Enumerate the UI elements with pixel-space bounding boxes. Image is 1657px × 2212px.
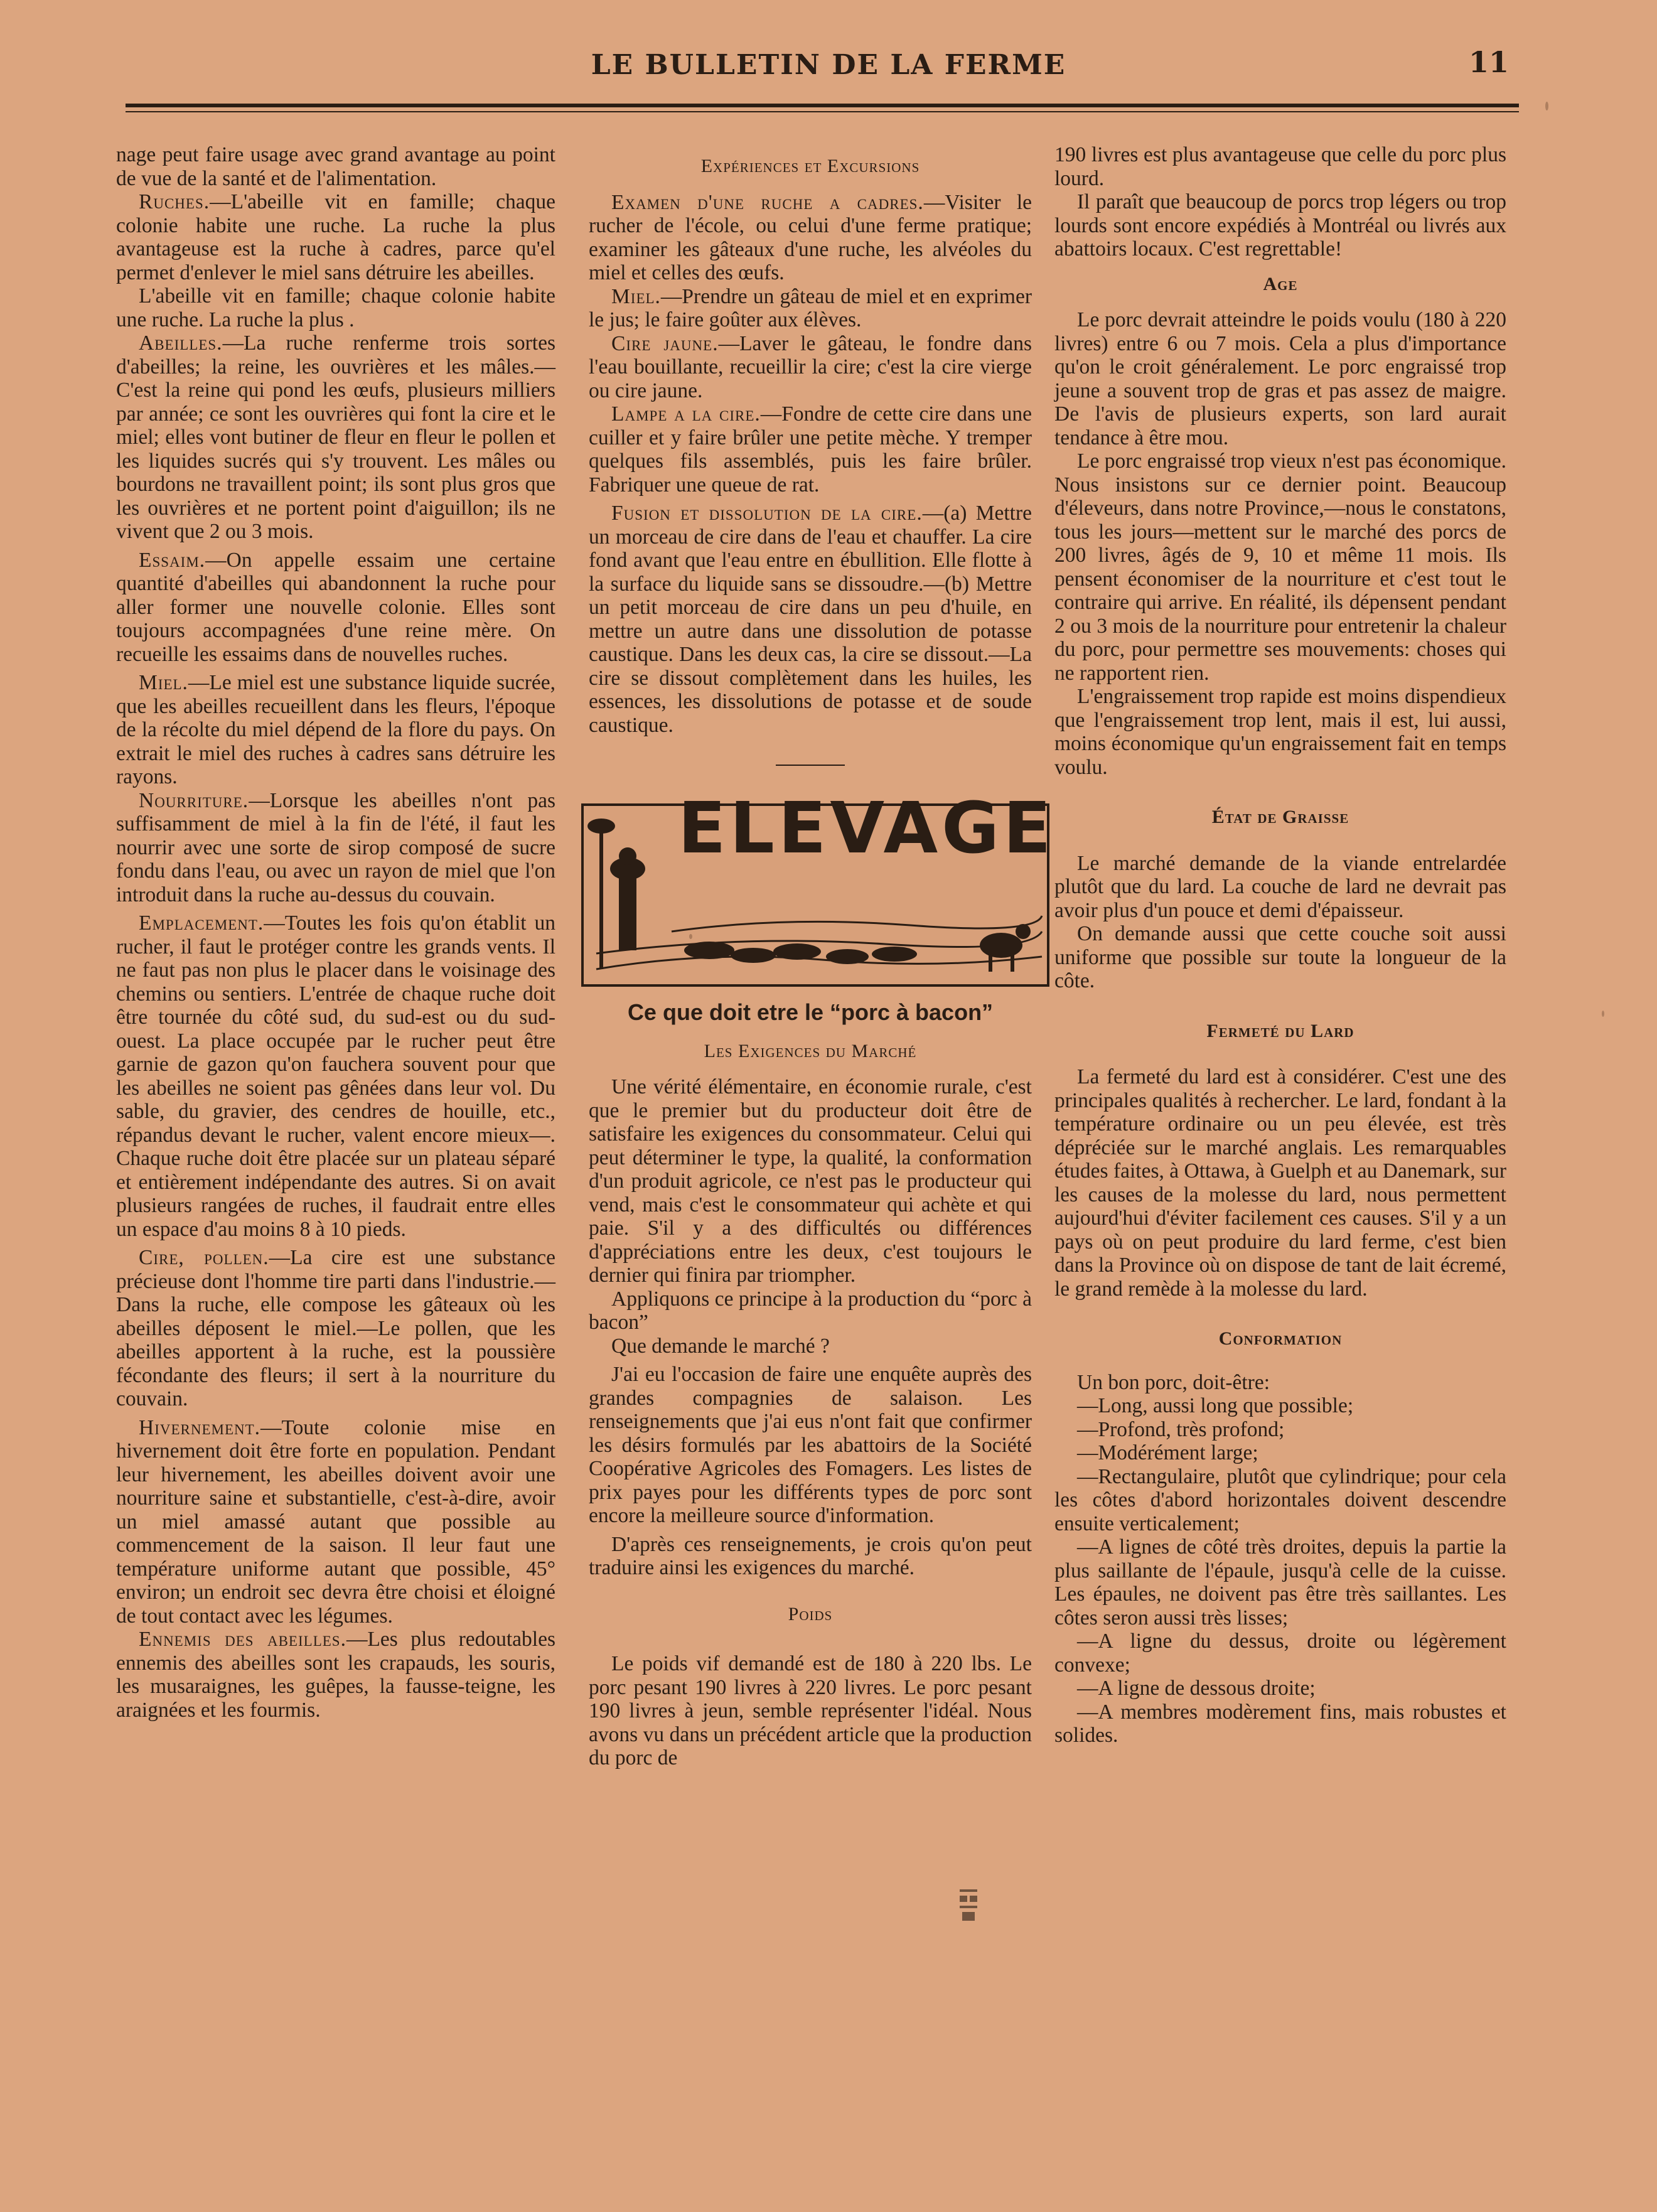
paragraph: 190 livres est plus avantageuse que celle du porc plus lourd.: [1054, 143, 1506, 190]
section-label: Lampe a la cire.: [611, 402, 761, 426]
paragraph-text: —Toutes les fois qu'on établit un rucher, il faut le protéger contre les grands vents. Il ne faut pas non plus le placer dans le voisinage des chemins ou sentiers. L'entrée de chaque ruche doit être tournée du côté sud, du sud-est ou du sud-ouest. La place occupée par le rucher peut être garnie de gazon qu'on fauchera souvent pour que les abeilles ne soient pas gênées dans leur vol. Du sable, du gravier, des cendres de houille, etc., répandus devant le rucher, valent encore mieux—. Chaque ruche doit être placée sur un plateau séparé et entièrement indépendante des autres. Si on avait plusieurs rangées de ruches, il faudrait entre elles un espace d'au moins 8 à 10 pieds.: [116, 911, 555, 1241]
section-heading: Expériences et Excursions: [700, 156, 920, 176]
paragraph-fusion: [589, 502, 1032, 737]
section-heading: État de Graisse: [1211, 807, 1349, 827]
list-item: —Rectangulaire, plutôt que cylindrique; pour cela les côtes d'abord horizontales doivent descendre ensuite verticalement;: [1054, 1464, 1506, 1535]
paragraph: Le porc devrait atteindre le poids voulu (180 à 220 livres) entre 6 ou 7 mois. Cela a plus d'importance qu'on le croit généralement. Le porc engraissé trop jeune a souvent trop de gras et pas assez de maigre. De l'avis de plusieurs experts, son lard aurait tendance à être mou.: [1054, 308, 1506, 449]
paragraph-essaim: [116, 549, 555, 667]
paragraph-miel: [589, 285, 1032, 332]
header-rule: [126, 104, 1519, 107]
section-heading: Conformation: [1218, 1328, 1343, 1349]
paragraph: D'après ces renseignements, je crois qu'on peut traduire ainsi les exigences du marché.: [589, 1532, 1032, 1579]
column-2: [589, 143, 1055, 1770]
paragraph-ennemis: [116, 1628, 555, 1722]
paragraph: Appliquons ce principe à la production du “porc à bacon”: [589, 1287, 1032, 1334]
elevage-banner: [581, 788, 1055, 987]
section-label: Abeilles.: [139, 331, 223, 355]
section-label: Cire jaune.: [611, 331, 719, 355]
paragraph: J'ai eu l'occasion de faire une enquête auprès des grandes compagnies de salaison. Les renseignements que j'ai eus n'ont fait que confirmer les désirs formulés par les abattoirs de la Société Coopérative Agricoles des Fomagers. Les listes de prix payes pour les différents types de porc sont encore la meilleure source d'information.: [589, 1363, 1032, 1527]
paper-spot: [1602, 1011, 1604, 1017]
paragraph: L'abeille vit en famille; chaque colonie habite une ruche. La ruche la plus .: [116, 284, 555, 331]
list-item: —A membres modèrement fins, mais robustes et solides.: [1054, 1700, 1506, 1747]
article-title: Ce que doit etre le “porc à bacon”: [627, 999, 994, 1025]
list-item: —A ligne de dessous droite;: [1077, 1677, 1316, 1700]
section-label: Hivernement.: [139, 1415, 261, 1439]
paragraph: Le poids vif demandé est de 180 à 220 lbs. Le porc pesant 190 livres à 220 livres. Le porc pesant 190 livres à jeun, semble représenter l'idéal. Nous avons vu dans un précédent article que la production du porc de: [589, 1652, 1032, 1769]
header-rule-thin: [126, 111, 1519, 112]
section-label: Ruches.: [139, 190, 210, 213]
section-label: Miel.: [611, 284, 661, 308]
paragraph-miel: [116, 671, 555, 789]
section-heading: Poids: [788, 1603, 833, 1624]
paragraph-hivernement: [116, 1416, 555, 1628]
paragraph-emplacement: [116, 911, 555, 1241]
section-label: Ennemis des abeilles.: [139, 1628, 346, 1651]
page-number: 11: [1469, 45, 1510, 79]
section-label: Emplacement.: [139, 911, 264, 935]
list-item: —Profond, très profond;: [1077, 1417, 1285, 1441]
paragraph: Le porc engraissé trop vieux n'est pas économique. Nous insistons sur ce dernier point. Beaucoup d'éleveurs, dans notre Province,—nous le constatons, tous les jours—mettent sur le marché des porcs de 200 livres, âgés de 9, 10 et même 11 mois. Ils pensent économiser de la nourriture et c'est tout le contraire qui arrive. En réalité, ils dépensent pendant 2 ou 3 mois de la nourriture pour entretenir la chaleur du porc, pour permettre ses mouvements: choses qui ne rapportent rien.: [1054, 449, 1506, 685]
section-heading: Fermeté du Lard: [1206, 1020, 1354, 1041]
section-heading: Les Exigences du Marché: [704, 1040, 917, 1061]
paragraph-text: —Le miel est une substance liquide sucrée, que les abeilles recueillent dans les fleurs, l'époque de la récolte du miel dépend de la flore du pays. On extrait le miel des ruches à cadres sans détruire les rayons.: [116, 671, 555, 788]
paragraph-text: —L'abeille vit en famille; chaque colonie habite une ruche. La ruche la plus avantageuse est la ruche à cadres, parce qu'el permet d'enlever le miel sans détruire les abeilles.: [116, 190, 555, 284]
paper-spot: [1545, 102, 1548, 110]
section-label: Nourriture.: [139, 788, 249, 812]
paragraph-text: —Toute colonie mise en hivernement doit être forte en population. Pendant leur hivernement, les abeilles doivent avoir une nourriture saine et substantielle, c'est-à-dire, avoir un miel amassé autant que possible au commencement de la saison. Il leur faut une température uniforme autant que possible, 45° environ; un endroit sec devra être choisi et éloigné de tout contact avec les légumes.: [116, 1415, 555, 1628]
paragraph-nourriture: [116, 789, 555, 907]
paragraph-text: —La cire est une substance précieuse dont l'homme tire parti dans l'industrie.—Dans la ruche, elle compose les gâteaux où les abeilles déposent le miel.—Le pollen, que les abeilles apportent à la ruche, est la poussière fécondante des fleurs; il sert à la nourriture du couvain.: [116, 1246, 555, 1410]
section-label: Essaim.: [139, 548, 206, 572]
column-1: [116, 143, 555, 1722]
paragraph: Une vérité élémentaire, en économie rurale, c'est que le premier but du producteur doit être de satisfaire les exigences du consommateur. Celui qui peut déterminer le type, la qualité, la conformation d'un produit agricole, ce n'est pas le producteur qui vend, mais c'est le consommateur qui achète et qui paie. S'il y a des difficultés ou différences d'appréciations entre les deux, c'est toujours le dernier qui finira par triompher.: [589, 1075, 1032, 1287]
page-header-title: LE BULLETIN DE LA FERME: [591, 49, 1066, 81]
paragraph-text: —(a) Mettre un morceau de cire dans de l'eau et chauffer. La cire fond avant que l'eau entre en ébullition. Elle flotte à la surface du liquide sans se dissoudre.—(b) Mettre un petit morceau de cire dans un peu d'huile, en mettre un autre dans une dissolution de potasse caustique. Dans les deux cas, la cire se dissout.—La cire se dissout complètement dans les huiles, les essences, les dissolutions de potasse et de soude caustique.: [589, 502, 1032, 737]
paragraph: Que demande le marché ?: [611, 1334, 830, 1358]
paragraph-text: —Visiter le rucher de l'école, ou celui d'une ferme pratique; examiner les gâteaux d'une ruche, les alvéoles du miel et celles des œufs.: [589, 190, 1032, 284]
paragraph-cire: [116, 1246, 555, 1411]
paragraph-text: —Lorsque les abeilles n'ont pas suffisamment de miel à la fin de l'été, il faut les nourrir avec une sorte de sirop composé de sucre fondu dans l'eau, ou avec un rayon de miel que l'on introduit dans la ruche au-dessus du couvain.: [116, 788, 555, 906]
section-heading: Age: [1263, 273, 1298, 294]
paragraph-cire-jaune: [589, 332, 1032, 403]
paragraph: L'engraissement trop rapide est moins dispendieux que l'engraissement trop lent, mais il est, lui aussi, moins économique qu'un engraissement fait en temps voulu.: [1054, 685, 1506, 779]
paragraph-text: —On appelle essaim une certaine quantité d'abeilles qui abandonnent la ruche pour aller former une nouvelle colonie. Elles sont toujours accompagnées d'une reine mère. On recueille les essaims dans de nouvelles ruches.: [116, 548, 555, 666]
paragraph: nage peut faire usage avec grand avantage au point de vue de la santé et de l'alimentation.: [116, 143, 555, 190]
section-label: Cire, pollen.: [139, 1246, 269, 1269]
section-label: Fusion et dissolution de la cire.: [611, 502, 923, 525]
library-stamp-icon: [957, 1887, 980, 1925]
paragraph-text: —Fondre de cette cire dans une cuiller et y faire brûler une petite mèche. Y tremper quelques fils assemblés, puis les faire brûler. Fabriquer une queue de rat.: [589, 402, 1032, 497]
paragraph: Le marché demande de la viande entrelardée plutôt que du lard. La couche de lard ne devrait pas avoir plus d'un pouce et demi d'épaisseur.: [1054, 851, 1506, 922]
paragraph-abeilles: [116, 331, 555, 544]
paragraph-examen: [589, 191, 1032, 285]
list-item: —A ligne du dessus, droite ou légèrement convexe;: [1054, 1629, 1506, 1677]
column-3: [1054, 143, 1506, 1748]
paragraph: On demande aussi que cette couche soit aussi uniforme que possible sur toute la longueur de la côte.: [1054, 922, 1506, 992]
paragraph: La fermeté du lard est à considérer. C'est une des principales qualités à rechercher. Le lard, fondant à la température ordinaire ou un peu élevée, est très dépréciée sur le marché anglais. Les remarquables études faites, à Ottawa, à Guelph et au Danemark, sur les causes de la molesse du lard, nous permettent aujourd'hui d'éviter facilement ces causes. S'il y a un pays où on peut produire du lard ferme, c'est bien dans la Province où on dispose de tant de lait écremé, le grand remède à la molesse du lard.: [1054, 1065, 1506, 1301]
section-label: Examen d'une ruche a cadres.: [611, 190, 924, 214]
list-item: —A lignes de côté très droites, depuis la partie la plus saillante de l'épaule, jusqu'à celle de la cuisse. Les épaules, ne doivent pas être très saillantes. Les côtes seron aussi très lisses;: [1054, 1535, 1506, 1629]
section-label: Miel.: [139, 671, 188, 694]
paragraph: Un bon porc, doit-être:: [1077, 1370, 1270, 1394]
list-item: —Long, aussi long que possible;: [1077, 1394, 1354, 1417]
paragraph-lampe: [589, 402, 1032, 497]
paragraph-text: —Les plus redoutables ennemis des abeilles sont les crapauds, les souris, les musaraignes, les guêpes, la fausse-teigne, les araignées et les fourmis.: [116, 1628, 555, 1722]
paper-spot: [689, 934, 692, 939]
list-item: —Modérément large;: [1077, 1441, 1258, 1464]
paragraph-text: —La ruche renferme trois sortes d'abeilles; la reine, les ouvrières et les mâles.— C'est la reine qui pond les œufs, plusieurs milliers par année; ce sont les ouvrières qui font la cire et le miel; elles vont butiner de fleur en fleur le pollen et les liquides sucrés qui s'y trouvent. Les mâles ou bourdons ne travaillent point; ils sont plus gros que les ouvrières et ne portent point d'aiguillon; ils ne vivent que 2 ou 3 mois.: [116, 331, 555, 543]
paragraph: Il paraît que beaucoup de porcs trop légers ou trop lourds sont encore expédiés à Montréal ou livrés aux abattoirs locaux. C'est regrettable!: [1054, 190, 1506, 260]
paragraph-ruches: [116, 190, 555, 284]
paragraph-text: —Laver le gâteau, le fondre dans l'eau bouillante, recueillir la cire; c'est la cire vierge ou cire jaune.: [589, 331, 1032, 402]
paragraph-text: —Prendre un gâteau de miel et en exprimer le jus; le faire goûter aux élèves.: [589, 284, 1032, 331]
banner-title: ELEVAGE: [678, 788, 1055, 869]
section-divider: [776, 765, 845, 766]
